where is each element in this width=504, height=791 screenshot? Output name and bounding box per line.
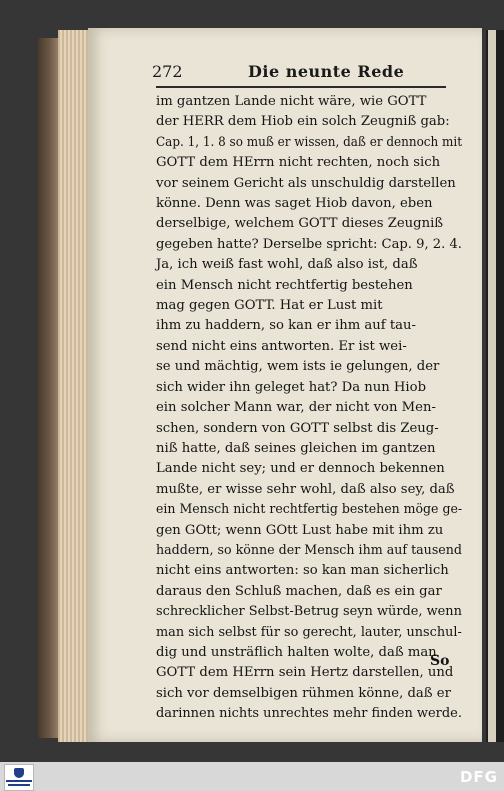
facing-page-sliver (488, 30, 496, 742)
text-line: der HERR dem Hiob ein solch Zeugniß gab: (156, 114, 450, 130)
text-line: sich vor demselbigen rühmen könne, daß er (156, 685, 451, 701)
text-line: mußte, er wisse sehr wohl, daß also sey, daß (156, 481, 455, 497)
text-line: haddern, so könne der Mensch ihm auf tausend (156, 542, 463, 558)
text-line: man sich selbst für so gerecht, lauter, unschul- (156, 624, 462, 640)
crest-label-bar (8, 784, 30, 786)
text-line: schen, sondern von GOTT selbst dis Zeug- (156, 420, 439, 436)
text-line: ein Mensch nicht rechtfertig bestehen möge ge- (156, 502, 463, 518)
text-line: Ja, ich weiß fast wohl, daß also ist, daß (156, 257, 418, 273)
viewer-footer (0, 762, 504, 791)
page-number: 272 (152, 62, 183, 81)
crest-label-bar (6, 780, 32, 782)
running-title: Die neunte Rede (248, 62, 405, 81)
text-line: GOTT dem HErrn sein Hertz darstellen, und (156, 665, 454, 681)
library-crest-icon[interactable] (4, 764, 34, 791)
page-stack (58, 30, 92, 742)
text-line: ihm zu haddern, so kan er ihm auf tau- (156, 318, 416, 334)
text-line: vor seinem Gericht als unschuldig darstellen (156, 175, 456, 191)
text-line: niß hatte, daß seines gleichen im gantzen (156, 440, 436, 456)
text-line: Lande nicht sey; und er dennoch bekennen (156, 461, 445, 477)
text-line: GOTT dem HErrn nicht rechten, noch sich (156, 155, 441, 171)
text-line: sich wider ihn geleget hat? Da nun Hiob (156, 379, 427, 395)
text-line: ein solcher Mann war, der nicht von Men- (156, 400, 436, 416)
text-line: daraus den Schluß machen, daß es ein gar (156, 583, 442, 599)
text-line: derselbige, welchem GOTT dieses Zeugniß (156, 216, 444, 232)
header-rule (156, 86, 446, 88)
facing-page-edge (486, 30, 504, 742)
text-line: send nicht eins antworten. Er ist wei- (156, 338, 407, 354)
text-line: nicht eins antworten: so kan man sicherlich (156, 563, 449, 579)
crest-shield-icon (14, 768, 24, 778)
text-line: darinnen nichts unrechtes mehr finden werde. (156, 706, 462, 722)
text-line: könne. Denn was saget Hiob davon, eben (156, 196, 433, 212)
text-line: im gantzen Lande nicht wäre, wie GOTT (156, 94, 427, 109)
page-header (152, 62, 452, 84)
text-line: schrecklicher Selbst-Betrug seyn würde, wenn (156, 604, 462, 620)
text-line: mag gegen GOTT. Hat er Lust mit (156, 298, 383, 314)
text-line: Cap. 1, 1. 8 so muß er wissen, daß er dennoch mit (156, 134, 463, 150)
text-line: dig und unsträflich halten wolte, daß man (156, 644, 437, 660)
catchword: So (430, 653, 450, 669)
body-text (156, 92, 462, 725)
dfg-logo[interactable]: DFG (459, 768, 498, 786)
text-line: ein Mensch nicht rechtfertig bestehen (156, 277, 413, 293)
text-line: gegeben hatte? Derselbe spricht: Cap. 9, 2. 4. (156, 236, 462, 252)
text-line: se und mächtig, wem ists ie gelungen, der (156, 359, 440, 375)
text-line: gen GOtt; wenn GOtt Lust habe mit ihm zu (156, 522, 444, 538)
